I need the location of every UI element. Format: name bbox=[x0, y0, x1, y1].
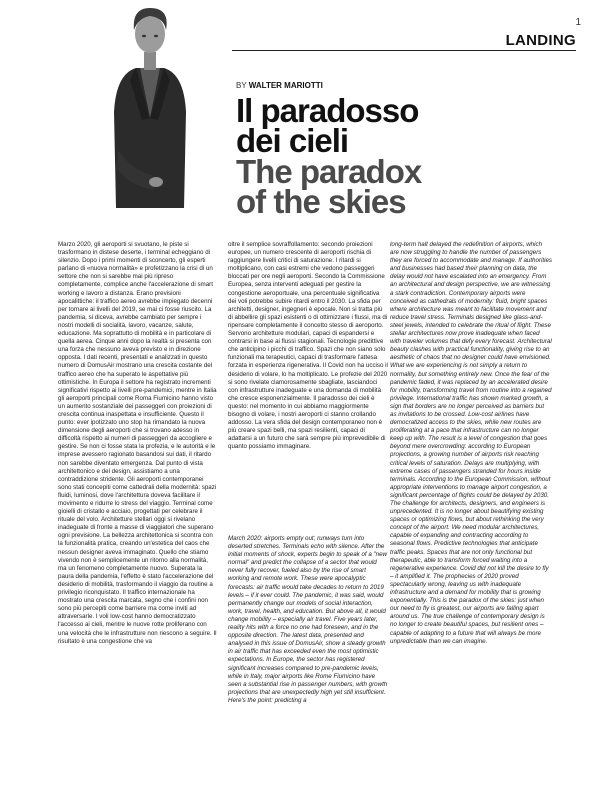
title-it-line1: Il paradosso bbox=[236, 92, 419, 129]
body-en-text-1: March 2020: airports empty out; runways turn into deserted stretches. Terminals echo with silence. After the initial moments of shock, experts begin to speak of a "new normal" and predict the collapse of a sector that would never fully recover, fueled also by the rise of smart working and remote work. These were apocalyptic forecasts: air traffic would take decades to return to 2019 levels – if it ever could. The pandemic, it was said, would permanently change our models of social interaction, work, travel, health, and education. But above all, it would change mobility – especially air travel. Five years later, reality hits with a force no one had foreseen, and in the opposite direction. The latest data, presented and analysed in this issue of DomusAir, show a steady growth in air traffic that has exceeded even the most optimistic expectations. In Europe, the sector has registered significant increases compared to pre-pandemic levels, while in Italy, major airports like Rome Fiumicino have seen a substantial rise in passenger numbers, with growth projections that are unexpectedly high yet still insufficient. Here's the point: predicting a bbox=[228, 535, 388, 704]
body-it-text-2: oltre il semplice sovraffollamento: secondo proiezioni europee, un numero crescente di aeroporti rischia di raggiungere livelli critici di saturazione. I ritardi si moltiplicano, con casi estremi che vedono passeggeri bloccati per ore negli aeroporti. Secondo la Commissione Europea, senza interventi adeguati per gestire la congestione aeroportuale, una percentuale significativa dei voli potrebbe subire ritardi entro il 2030. La sfida per architetti, designer, ingegneri è epocale. Non si tratta più di abbellire gli spazi esistenti o di ottimizzare i flussi, ma di ripensare completamente il concetto stesso di aeroporto. Servono architetture modulari, capaci di espandersi e contrarsi in base ai flussi stagionali. Tecnologie predittive che anticipino i picchi di traffico. Spazi che non siano solo funzionali ma terapeutici, capaci di trasformare l'attesa forzata in esperienza rigenerativa. Il Covid non ha ucciso il desiderio di volare, lo ha moltiplicato. Le profezie del 2020 si sono rivelate clamorosamente sbagliate, lasciandoci con infrastrutture inadeguate e una domanda di mobilità che cresce esponenzialmente. Il paradosso dei cieli è questo: nel momento in cui abbiamo maggiormente bisogno di volare, i nostri aeroporti ci stanno crollando addosso. La vera sfida del design contemporaneo non è più creare spazi belli, ma spazi resilienti, capaci di adattarsi a un futuro che sarà sempre più imprevedibile di quanto possiamo immaginare. bbox=[228, 241, 388, 451]
byline-author: WALTER MARIOTTI bbox=[248, 81, 323, 90]
author-portrait bbox=[112, 0, 188, 208]
title-en-line2: of the skies bbox=[236, 183, 406, 220]
body-it-text-1: Marzo 2020, gli aeroporti si svuotano, le piste si trasformano in distese deserte, i terminal echeggiano di silenzio. Dopo i primi momenti di sconcerto, gli esperti parlano di «nuova normalità» e profetizzano la crisi di un settore che non si sarebbe mai più ripreso completamente, complice anche l'accelerazione di smart working e lavoro a distanza. Erano previsioni apocalittiche: il traffico aereo avrebbe impiegato decenni per tornare ai livelli del 2019, se mai ci fosse riuscito. La pandemia, si diceva, avrebbe cambiato per sempre i nostri modelli di socialità, lavoro, vacanze, salute, educazione. Ma soprattutto di mobilità e in particolare di quella aerea. Cinque anni dopo la realtà si presenta con una forza che nessuno aveva previsto e in direzione opposta. I dati recenti, presentati e analizzati in questo numero di DomusAir mostrano una crescita costante del traffico aereo che ha superato le aspettative più ottimistiche. In Europa il settore ha registrato incrementi significativi rispetto ai livelli pre-pandemici, mentre in Italia gli aeroporti principali come Roma Fiumicino hanno visto un aumento sostanziale dei passeggeri con proiezioni di crescita continua inaspettata e insufficiente. Questo il punto: ever ipotizzato uno stop ha rimandato la nuova dimensione degli aeroporti che si trovano adesso in difficoltà rispetto ai numeri di passeggeri da accogliere e gestire. Se non ci fosse stata la profezia, e le autorità e le imprese avessero ragionato basandosi sui dati, il ritardo non sarebbe diventato emergenza. Dal punto di vista architettonico e del design, assistiamo a una contraddizione stridente. Gli aeroporti contemporanei sono stati concepiti come cattedrali della modernità: spazi fluidi, luminosi, dove l'architettura doveva facilitare il movimento e ridurre lo stress del viaggio. Terminal come gioielli di cristallo e acciaio, progettati per celebrare il rituale del volo. Architetture stellari oggi si rivelano inadeguate di fronte a masse di viaggiatori che superano ogni previsione. La bellezza architettonica si scontra con la funzionalità pratica, creando un'estetica del caos che nessun designer aveva immaginato. Quello che stiamo vivendo non è semplicemente un ritorno alla normalità, ma un fenomeno completamente nuovo. Superata la paura della pandemia, l'effetto è stato l'accelerazione del desiderio di mobilità, trasformando il viaggio da routine a privilegio riconquistato. Il traffico internazionale ha mostrato una crescita marcata, segno che i confini non sono più percepiti come barriere ma come inviti ad attraversarle. I voli low-cost hanno democratizzato l'accesso ai cieli, mentre le nuove rotte proliferano con una velocità che le infrastrutture non riescono a seguire. Il risultato è una congestione che va bbox=[58, 241, 217, 645]
body-en-text-2: long-term halt delayed the redefinition of airports, which are now struggling to handle the number of passengers they are forced to accommodate and manage. If authorities and businesses had based their planning on data, the delay would not have escalated into an emergency. From an architectural and design perspective, we are witnessing a stark contradiction. Contemporary airports were conceived as cathedrals of modernity: fluid, bright spaces where architecture was meant to facilitate movement and reduce travel stress. Terminals designed like glass-and-steel jewels, intended to celebrate the ritual of flight. These stellar architectures now prove inadequate when faced with traveler volumes that defy every forecast. Architectural beauty clashes with practical functionality, giving rise to an aesthetic of chaos that no designer could have envisioned. What we are experiencing is not simply a return to normality, but something entirely new. Once the fear of the pandemic faded, it was replaced by an accelerated desire for mobility, transforming travel from routine into a regained privilege. International traffic has shown marked growth, a sign that borders are no longer perceived as barriers but as invitations to be crossed. Low-cost airlines have democratized access to the skies, while new routes are proliferating at a pace that infrastructure can no longer keep up with. The result is a level of congestion that goes beyond mere overcrowding: according to European projections, a growing number of airports risk reaching critical levels of saturation. Delays are multiplying, with extreme cases of passengers stranded for hours inside terminals. According to the European Commission, without appropriate interventions to manage airport congestion, a significant percentage of flights could be delayed by 2030. The challenge for architects, designers, and engineers is unprecedented. It is no longer about beautifying existing spaces or optimizing flows, but about rethinking the very concept of the airport. We need modular architectures, capable of expanding and contracting according to seasonal flows. Predictive technologies that anticipate traffic peaks. Spaces that are not only functional but therapeutic, able to transform forced waiting into a regenerative experience. Covid did not kill the desire to fly – it amplified it. The prophecies of 2020 proved spectacularly wrong, leaving us with inadequate infrastructure and a demand for mobility that is growing exponentially. This is the paradox of the skies: just when our need to fly is greatest, our airports are falling apart around us. The true challenge of contemporary design is no longer to create beautiful spaces, but resilient ones – capable of adapting to a future that will always be more unpredictable than we can imagine. bbox=[390, 241, 552, 645]
header-rule bbox=[232, 50, 576, 51]
title-english bbox=[236, 153, 566, 220]
body-english-col2 bbox=[390, 241, 552, 646]
body-italian-col1 bbox=[58, 241, 218, 646]
title-en-line1: The paradox bbox=[236, 153, 422, 190]
body-italian-col2 bbox=[228, 241, 388, 451]
byline-prefix: BY bbox=[236, 81, 247, 90]
section-label: LANDING bbox=[505, 32, 576, 49]
body-english-col1 bbox=[228, 535, 388, 705]
page-number: 1 bbox=[575, 17, 581, 28]
title-it-line2: dei cieli bbox=[236, 122, 349, 159]
title-italian bbox=[236, 92, 566, 159]
byline bbox=[236, 81, 323, 90]
